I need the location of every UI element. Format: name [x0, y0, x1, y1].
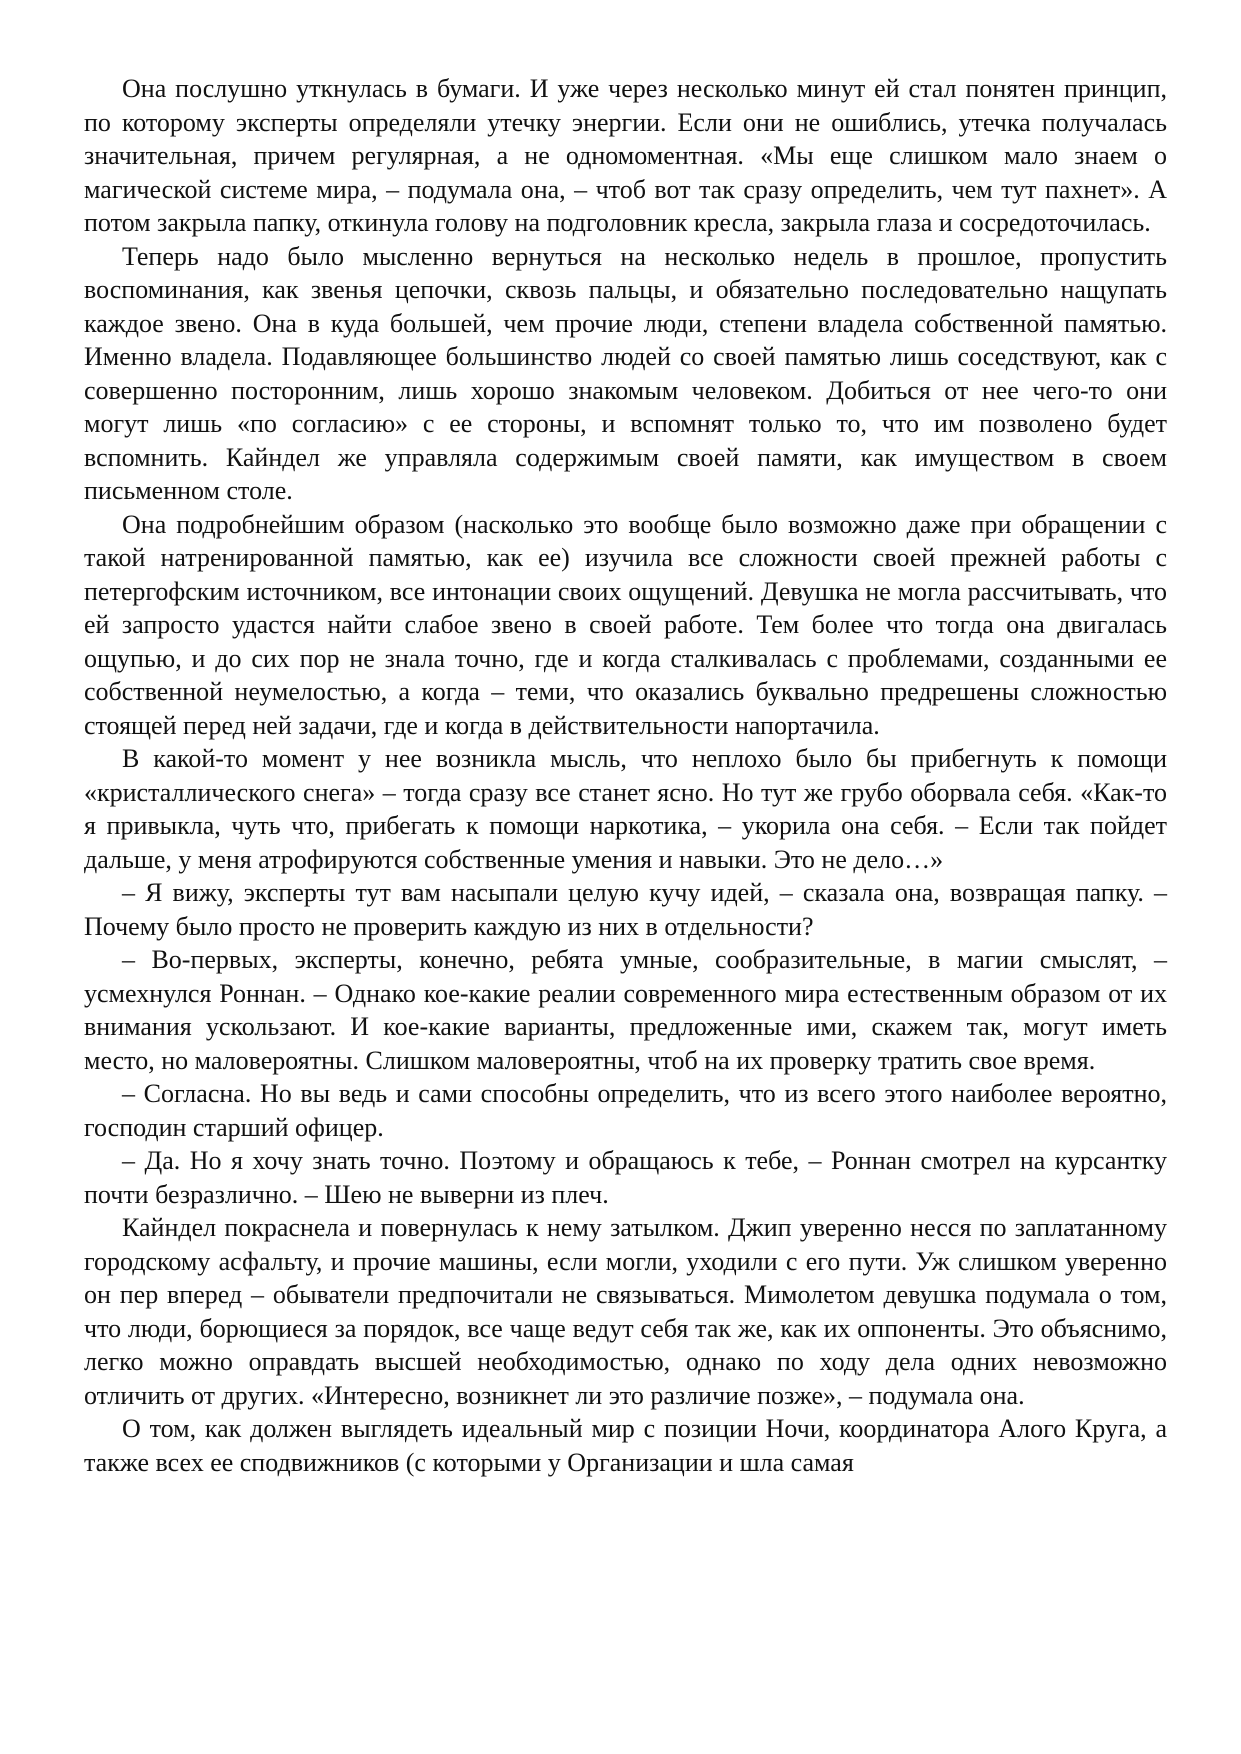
paragraph: – Да. Но я хочу знать точно. Поэтому и обращаюсь к тебе, – Роннан смотрел на курсантку почти безразлично. – Шею не выверни из плеч. [84, 1146, 1167, 1209]
paragraph: – Я вижу, эксперты тут вам насыпали целую кучу идей, – сказала она, возвращая папку. – Почему было просто не проверить каждую из них в отдельности? [84, 878, 1167, 941]
paragraph: Она послушно уткнулась в бумаги. И уже через несколько минут ей стал понятен принцип, по которому эксперты определяли утечку энергии. Если они не ошиблись, утечка получалась значительная, причем регулярная, а не одномоментная. «Мы еще слишком мало знаем о магической системе мира, – подумала она, – чтоб вот так сразу определить, чем тут пахнет». А потом закрыла папку, откинула голову на подголовник кресла, закрыла глаза и сосредоточилась. [84, 74, 1167, 237]
paragraph: Она подробнейшим образом (насколько это вообще было возможно даже при обращении с такой натренированной памятью, как ее) изучила все сложности своей прежней работы с петергофским источником, все интонации своих ощущений. Девушка не могла рассчитывать, что ей запросто удастся найти слабое звено в своей работе. Тем более что тогда она двигалась ощупью, и до сих пор не знала точно, где и когда сталкивалась с проблемами, созданными ее собственной неумелостью, а когда – теми, что оказались буквально предрешены сложностью стоящей перед ней задачи, где и когда в действительности напортачила. [84, 509, 1167, 740]
document-page [84, 72, 1167, 1479]
paragraph: Кайндел покраснела и повернулась к нему затылком. Джип уверенно несся по заплатанному городскому асфальту, и прочие машины, если могли, уходили с его пути. Уж слишком уверенно он пер вперед – обыватели предпочитали не связываться. Мимолетом девушка подумала о том, что люди, борющиеся за порядок, все чаще ведут себя так же, как их оппоненты. Это объяснимо, легко можно оправдать высшей необходимостью, однако по ходу дела одних невозможно отличить от других. «Интересно, возникнет ли это различие позже», – подумала она. [84, 1213, 1167, 1410]
paragraph: – Согласна. Но вы ведь и сами способны определить, что из всего этого наиболее вероятно, господин старший офицер. [84, 1079, 1167, 1142]
paragraph: В какой-то момент у нее возникла мысль, что неплохо было бы прибегнуть к помощи «кристаллического снега» – тогда сразу все станет ясно. Но тут же грубо оборвала себя. «Как-то я привыкла, чуть что, прибегать к помощи наркотика, – укорила она себя. – Если так пойдет дальше, у меня атрофируются собственные умения и навыки. Это не дело…» [84, 744, 1167, 874]
paragraph: О том, как должен выглядеть идеальный мир с позиции Ночи, координатора Алого Круга, а также всех ее сподвижников (с которыми у Организации и шла самая [84, 1414, 1167, 1477]
paragraph: Теперь надо было мысленно вернуться на несколько недель в прошлое, пропустить воспоминания, как звенья цепочки, сквозь пальцы, и обязательно последовательно нащупать каждое звено. Она в куда большей, чем прочие люди, степени владела собственной памятью. Именно владела. Подавляющее большинство людей со своей памятью лишь соседствуют, как с совершенно посторонним, лишь хорошо знакомым человеком. Добиться от нее чего-то они могут лишь «по согласию» с ее стороны, и вспомнят только то, что им позволено будет вспомнить. Кайндел же управляла содержимым своей памяти, как имуществом в своем письменном столе. [84, 241, 1167, 505]
paragraph: – Во-первых, эксперты, конечно, ребята умные, сообразительные, в магии смыслят, – усмехнулся Роннан. – Однако кое-какие реалии современного мира естественным образом от их внимания ускользают. И кое-какие варианты, предложенные ими, скажем так, могут иметь место, но маловероятны. Слишком маловероятны, чтоб на их проверку тратить свое время. [84, 945, 1167, 1075]
